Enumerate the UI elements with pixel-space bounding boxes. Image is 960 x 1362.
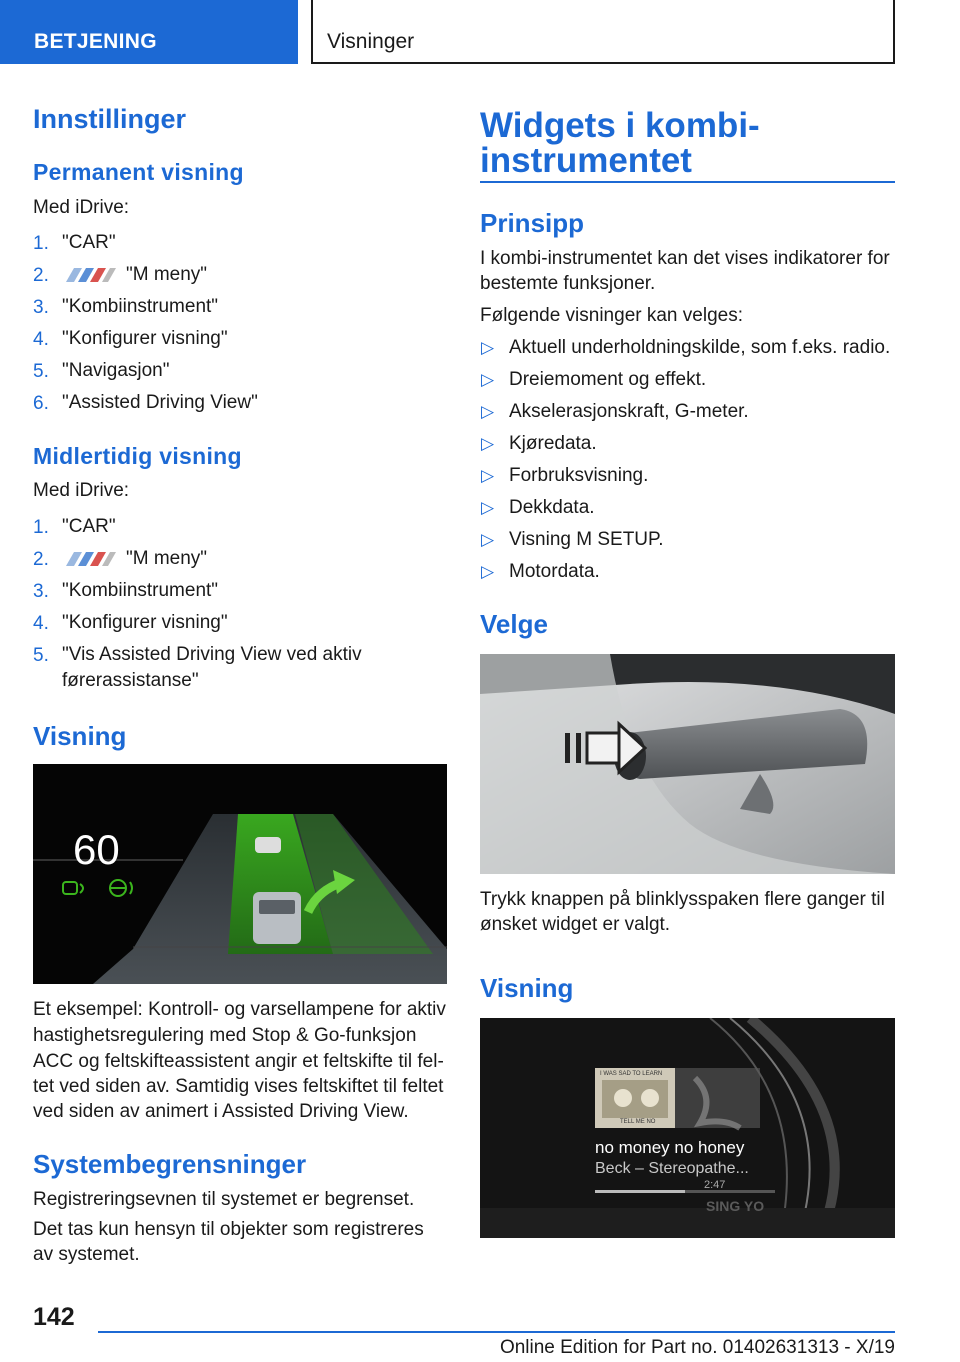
heading-visning-right: Visning bbox=[480, 973, 574, 1003]
list-item: Aktuell underholdningskilde, som f.eks. radio. bbox=[509, 337, 891, 358]
paragraph: Følgende visninger kan velges: bbox=[480, 305, 743, 326]
paragraph: Registreringsevnen til systemet er begrenset. bbox=[33, 1189, 415, 1210]
footer-edition: Online Edition for Part no. 01402631313 - X/19 bbox=[499, 1337, 895, 1358]
step-number: 1. bbox=[33, 517, 49, 538]
heading-permanent: Permanent visning bbox=[33, 159, 244, 185]
step-number: 2. bbox=[33, 265, 49, 286]
step-text: "Assisted Driving View" bbox=[62, 392, 258, 413]
bullet-icon: ▷ bbox=[481, 338, 495, 357]
paragraph: av systemet. bbox=[33, 1244, 140, 1265]
caption-line: Et eksempel: Kontroll- og varsellampene for aktiv bbox=[33, 999, 446, 1020]
heading-systembegrensninger: Systembegrensninger bbox=[33, 1149, 307, 1179]
artist-name: Beck – Stereopathe... bbox=[595, 1160, 749, 1177]
step-text: "M meny" bbox=[62, 546, 207, 571]
intro-temporary: Med iDrive: bbox=[33, 480, 130, 501]
step-text: "Konfigurer visning" bbox=[62, 612, 228, 633]
step-number: 3. bbox=[33, 297, 49, 318]
assisted-driving-view-image bbox=[33, 764, 447, 984]
step-number: 4. bbox=[33, 329, 49, 350]
page-number: 142 bbox=[33, 1303, 75, 1331]
heading-widgets-cont: instrumentet bbox=[480, 141, 692, 180]
bullet-icon: ▷ bbox=[481, 370, 495, 389]
caption-line: Trykk knappen på blinklysspaken flere ganger til bbox=[480, 889, 885, 910]
paragraph: bestemte funksjoner. bbox=[480, 273, 656, 294]
paragraph: I kombi-instrumentet kan det vises indikatorer for bbox=[480, 248, 890, 269]
bullet-icon: ▷ bbox=[481, 498, 495, 517]
bullet-icon: ▷ bbox=[481, 562, 495, 581]
lane-assist-icon bbox=[110, 880, 132, 896]
bullet-icon: ▷ bbox=[481, 530, 495, 549]
step-text: "Konfigurer visning" bbox=[62, 328, 228, 349]
step-number: 2. bbox=[33, 549, 49, 570]
page-title: Visninger bbox=[311, 0, 895, 64]
step-text: "Vis Assisted Driving View ved aktiv bbox=[62, 644, 362, 665]
caption-line: tet ved siden av. Samtidig vises feltskiftet til feltet bbox=[33, 1076, 444, 1097]
heading-innstillinger: Innstillinger bbox=[33, 104, 187, 134]
m-stripes-icon bbox=[62, 268, 116, 282]
footer-rule bbox=[98, 1331, 895, 1333]
step-text: "Kombiinstrument" bbox=[62, 580, 219, 601]
step-number: 6. bbox=[33, 393, 49, 414]
heading-velge: Velge bbox=[480, 609, 548, 639]
step-text: "M meny" bbox=[62, 262, 207, 287]
caption-line: ved siden av animert i Assisted Driving View. bbox=[33, 1101, 409, 1122]
speed-readout: 60 bbox=[73, 826, 120, 873]
caption-line: hastighetsregulering med Stop & Go-funksjon bbox=[33, 1025, 417, 1046]
bullet-icon: ▷ bbox=[481, 402, 495, 421]
step-text: "Navigasjon" bbox=[62, 360, 170, 381]
heading-midlertidig: Midlertidig visning bbox=[33, 443, 242, 469]
song-title: no money no honey bbox=[595, 1138, 745, 1157]
list-item: Kjøredata. bbox=[509, 433, 597, 454]
album-text-bottom: TELL ME NO bbox=[620, 1119, 656, 1125]
step-number: 3. bbox=[33, 581, 49, 602]
m-stripes-icon bbox=[62, 552, 116, 566]
list-item: Visning M SETUP. bbox=[509, 529, 664, 550]
list-item: Forbruksvisning. bbox=[509, 465, 649, 486]
step-number: 4. bbox=[33, 613, 49, 634]
caption-line: ønsket widget er valgt. bbox=[480, 914, 671, 935]
step-text: "CAR" bbox=[62, 516, 116, 537]
list-item: Akselerasjonskraft, G-meter. bbox=[509, 401, 749, 422]
acc-icon bbox=[63, 882, 83, 894]
list-item: Motordata. bbox=[509, 561, 600, 582]
album-text-top: I WAS SAD TO LEARN bbox=[600, 1071, 663, 1077]
step-number: 5. bbox=[33, 361, 49, 382]
step-text-continued: førerassistanse" bbox=[62, 670, 199, 691]
step-text: "CAR" bbox=[62, 232, 116, 253]
heading-rule bbox=[480, 181, 895, 183]
track-time: 2:47 bbox=[704, 1179, 726, 1191]
list-item: Dekkdata. bbox=[509, 497, 595, 518]
album-text-edge: SING YO bbox=[706, 1198, 765, 1214]
section-tab: BETJENING bbox=[0, 0, 298, 64]
intro-permanent: Med iDrive: bbox=[33, 197, 130, 218]
paragraph: Det tas kun hensyn til objekter som registreres bbox=[33, 1219, 424, 1240]
caption-line: ACC og feltskifteassistent angir et feltskifte til fel- bbox=[33, 1051, 444, 1072]
list-item: Dreiemoment og effekt. bbox=[509, 369, 707, 390]
widget-display-image bbox=[480, 1018, 895, 1238]
bullet-icon: ▷ bbox=[481, 434, 495, 453]
step-text: "Kombiinstrument" bbox=[62, 296, 219, 317]
heading-visning: Visning bbox=[33, 721, 127, 751]
step-number: 5. bbox=[33, 645, 49, 666]
turn-signal-lever-image bbox=[480, 654, 895, 874]
heading-prinsipp: Prinsipp bbox=[480, 208, 585, 238]
step-number: 1. bbox=[33, 233, 49, 254]
heading-widgets: Widgets i kombi- bbox=[480, 106, 760, 145]
bullet-icon: ▷ bbox=[481, 466, 495, 485]
